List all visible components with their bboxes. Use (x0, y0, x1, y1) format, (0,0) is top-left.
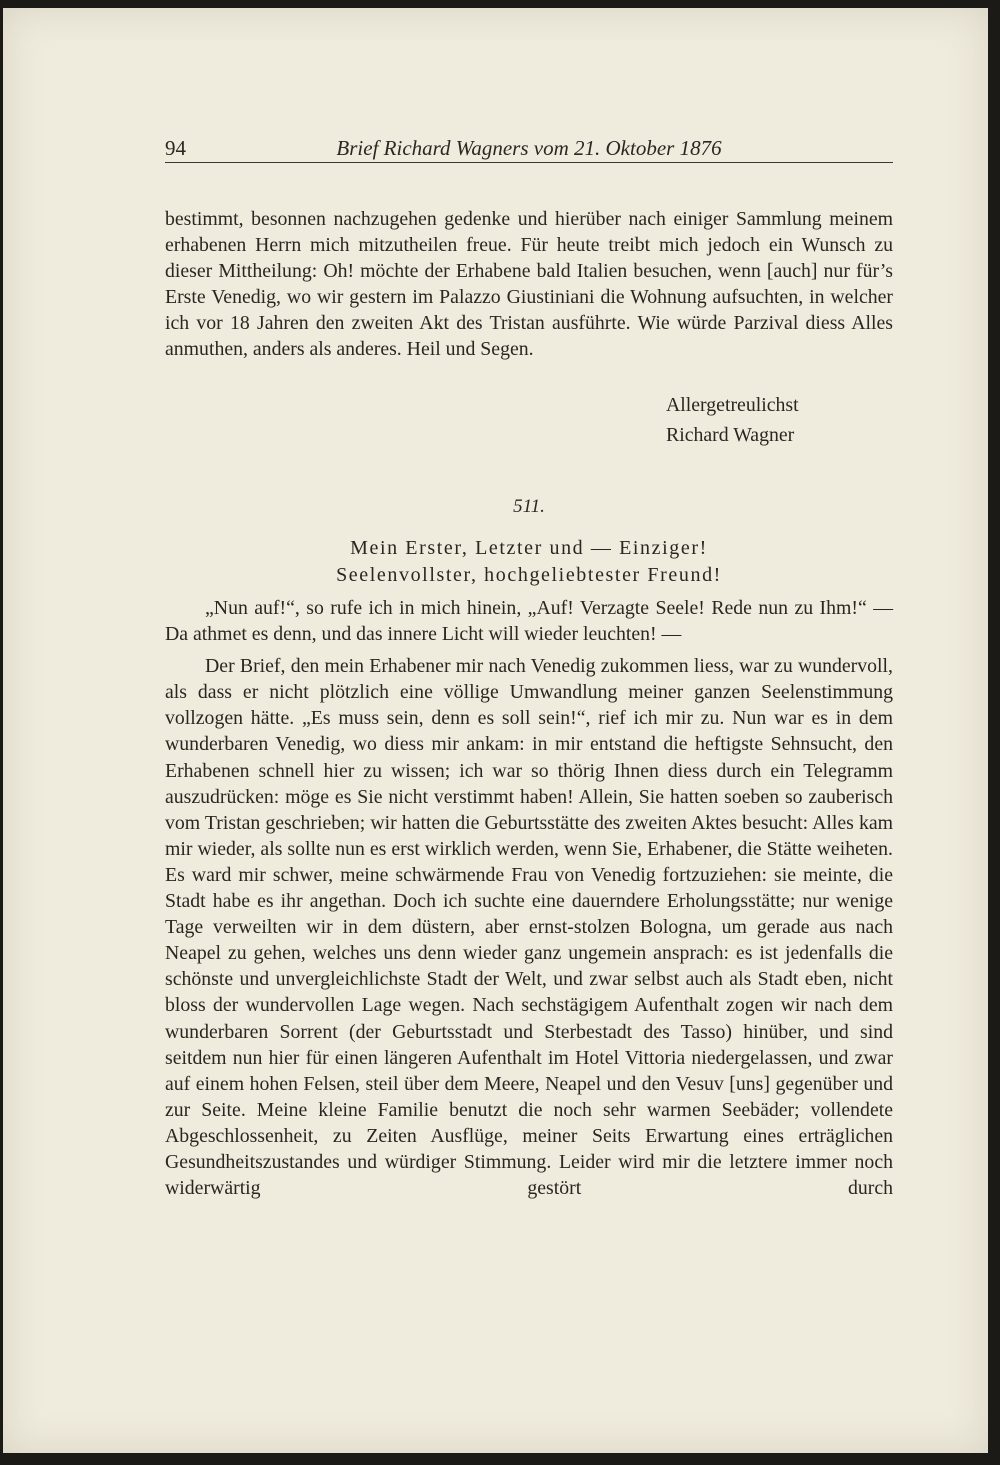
previous-letter-continuation (165, 206, 893, 363)
letter-body (165, 595, 893, 1201)
page-number: 94 (165, 136, 186, 160)
running-header (165, 136, 893, 163)
salutation-line-2: Seelenvollster, hochgeliebtester Freund! (336, 563, 722, 586)
letter-number: 511. (513, 496, 545, 517)
continuation-paragraph: bestimmt, besonnen nachzugehen gedenke und hierüber nach einiger Sammlung meinem erhabenen Herrn mich mitzutheilen freue. Für heute treibt mich jedoch ein Wunsch zu dieser Mittheilung: Oh! möchte der Erhabene bald Italien besuchen, wenn [auch] nur für’s Erste Venedig, wo wir gestern im Palazzo Giustiniani die Wohnung aufsuchten, in welcher ich vor 18 Jahren den zweiten Akt des Tristan ausführte. Wie würde Parzival diess Alles anmuthen, anders als anderes. Heil und Segen. (165, 208, 893, 361)
letter-closing (666, 390, 799, 450)
salutation-line-1: Mein Erster, Letzter und — Einziger! (350, 537, 708, 559)
closing-formula: Allergetreulichst (666, 394, 799, 416)
body-paragraph-1: „Nun auf!“, so rufe ich in mich hinein, „Auf! Verzagte Seele! Rede nun zu Ihm!“ — Da athmet es denn, und das innere Licht will wieder leuchten! — (165, 597, 893, 646)
running-title: Brief Richard Wagners vom 21. Oktober 1876 (336, 136, 722, 160)
salutation (165, 535, 893, 588)
body-paragraph-2: Der Brief, den mein Erhabener mir nach Venedig zukommen liess, war zu wundervoll, als dass er nicht plötzlich eine völlige Umwandlung meiner ganzen Seelenstimmung vollzogen hätte. „Es muss sein, denn es soll sein!“, rief ich mir zu. Nun war es in dem wunderbaren Venedig, wo diess mir ankam: in mir entstand die heftigste Sehnsucht, den Erhabenen schnell hier zu wissen; ich war so thörig Ihnen diess durch ein Telegramm auszudrücken: möge es Sie nicht verstimmt haben! Allein, Sie hatten soeben so zauberisch vom Tristan geschrieben; wir hatten die Geburtsstätte des zweiten Aktes besucht: Alles kam mir wieder, als sollte nun es erst wirklich werden, wenn Sie, Erhabener, die Stätte weiheten. Es ward mir schwer, meine schwärmende Frau von Venedig fortzuziehen: sie meinte, die Stadt habe es ihr angethan. Doch ich suchte eine dauerndere Erholungsstätte; nur wenige Tage verweilten wir in dem düstern, aber ernst-stolzen Bologna, um gerade aus nach Neapel zu gehen, welches uns denn wieder ganz ungemein ansprach: es ist jedenfalls die schönste und unvergleichlichste Stadt der Welt, und zwar selbst auch als Stadt eben, nicht bloss der wundervollen Lage wegen. Nach sechstägigem Aufenthalt zogen wir nach dem wunderbaren Sorrent (der Geburtsstadt und Sterbestadt des Tasso) hinüber, und sind seitdem nun hier für einen längeren Aufenthalt im Hotel Vittoria niedergelassen, und zwar auf einem hohen Felsen, steil über dem Meere, Neapel und den Vesuv [uns] gegenüber und zur Seite. Meine kleine Familie benutzt die noch sehr warmen Seebäder; vollendete Abgeschlossenheit, zu Zeiten Ausflüge, meiner Seits Erwartung eines erträglichen Gesundheitszustandes und würdiger Stimmung. Leider wird mir die letztere immer noch widerwärtig gestört durch (165, 655, 893, 1200)
signature: Richard Wagner (666, 424, 795, 446)
